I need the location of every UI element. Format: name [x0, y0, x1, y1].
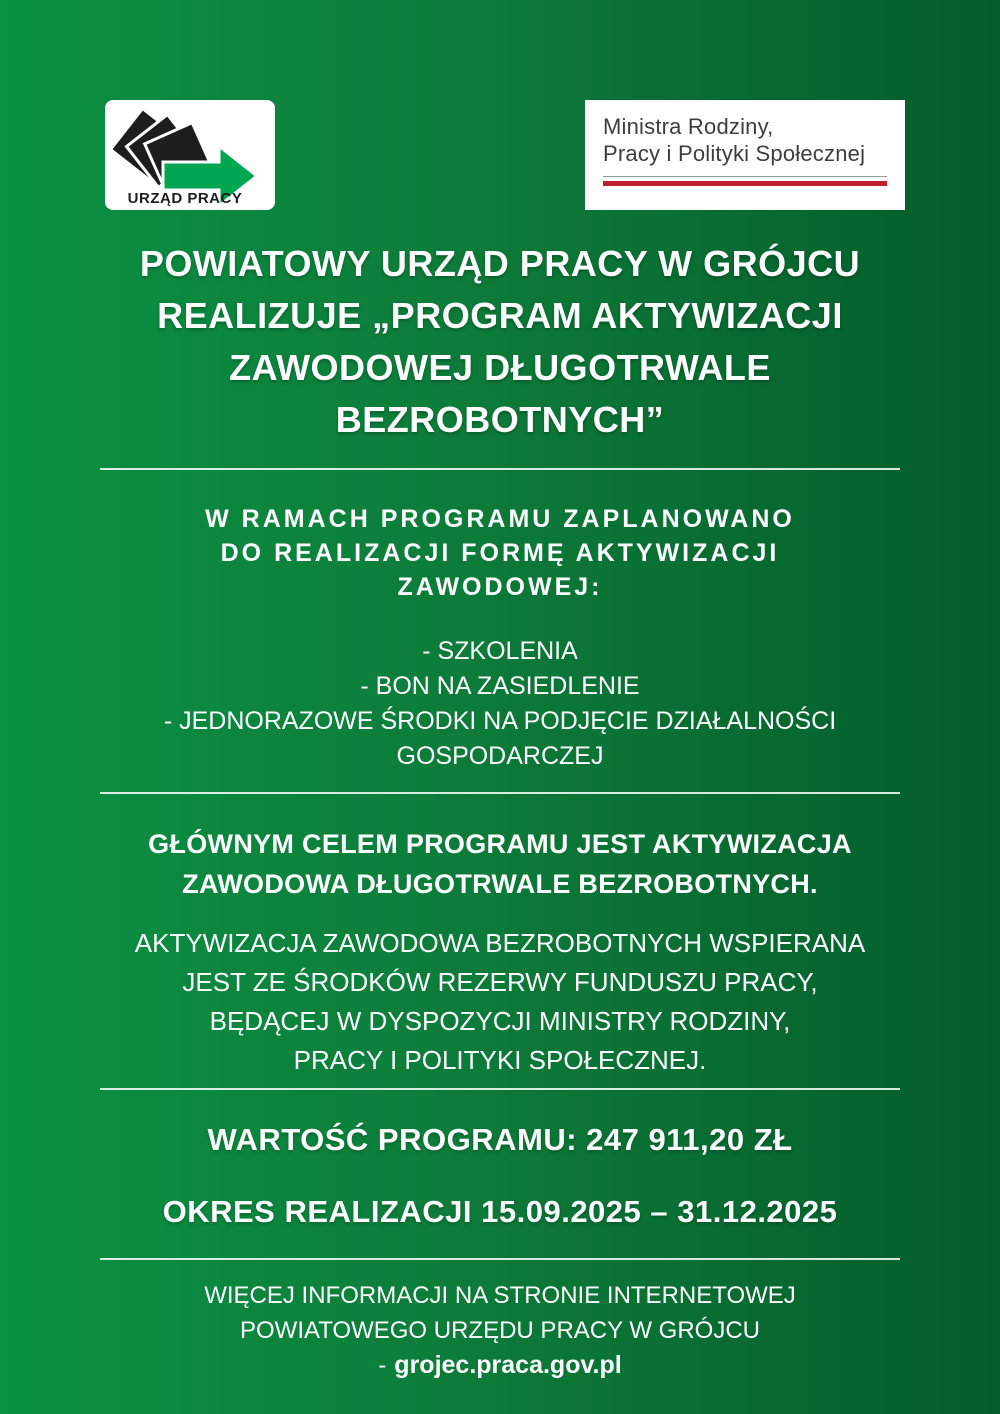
list-item-bon: - BON NA ZASIEDLENIE: [360, 672, 640, 700]
list-item-srodki: - JEDNORAZOWE ŚRODKI NA PODJĘCIE DZIAŁALNOŚCI GOSPODARCZEJ: [163, 707, 837, 770]
funding-paragraph: [0, 924, 1000, 1080]
activation-forms-list: [90, 634, 910, 774]
funding-line-1: AKTYWIZACJA ZAWODOWA BEZROBOTNYCH WSPIERANA: [134, 928, 866, 958]
section-divider-1: [100, 468, 900, 470]
title-line-2: REALIZUJE „PROGRAM AKTYWIZACJI: [157, 295, 843, 336]
urzad-pracy-logo-graphic: [105, 100, 275, 210]
program-heading-line-1: W RAMACH PROGRAMU ZAPLANOWANO: [205, 505, 795, 533]
urzad-pracy-logo: [105, 100, 275, 210]
title-line-3: ZAWODOWEJ DŁUGOTRWALE: [229, 347, 771, 388]
funding-line-2: JEST ZE ŚRODKÓW REZERWY FUNDUSZU PRACY,: [182, 967, 818, 997]
goal-heading: [0, 824, 1000, 904]
funding-line-4: PRACY I POLITYKI SPOŁECZNEJ.: [293, 1045, 707, 1075]
logo-row: [0, 0, 1000, 210]
poster-title: [0, 238, 1000, 446]
section-divider-3: [100, 1088, 900, 1090]
title-line-4: BEZROBOTNYCH”: [335, 399, 665, 440]
ministry-logo: [585, 100, 905, 210]
goal-heading-line-2: ZAWODOWA DŁUGOTRWALE BEZROBOTNYCH.: [182, 869, 818, 899]
website-dash: -: [378, 1352, 387, 1379]
polish-flag-bar: [603, 176, 887, 186]
title-line-1: POWIATOWY URZĄD PRACY W GRÓJCU: [139, 243, 861, 284]
program-value-line: WARTOŚĆ PROGRAMU: 247 911,20 ZŁ: [207, 1122, 793, 1157]
section-divider-4: [100, 1258, 900, 1260]
footer: [0, 1278, 1000, 1383]
section-divider-2: [100, 792, 900, 794]
urzad-pracy-label: URZĄD PRACY: [127, 190, 243, 207]
list-item-szkolenia: - SZKOLENIA: [422, 637, 578, 665]
footer-info-line-1: WIĘCEJ INFORMACJI NA STRONIE INTERNETOWEJ: [204, 1282, 796, 1309]
ministry-name-line1: Ministra Rodziny,: [603, 114, 774, 139]
flag-white-stripe-line: [603, 176, 887, 177]
program-heading-line-2: DO REALIZACJI FORMĘ AKTYWIZACJI: [220, 539, 780, 567]
funding-line-3: BĘDĄCEJ W DYSPOZYCJI MINISTRY RODZINY,: [209, 1006, 791, 1036]
flag-red-stripe: [603, 181, 887, 186]
realization-period-line: OKRES REALIZACJI 15.09.2025 – 31.12.2025: [162, 1194, 838, 1229]
website-line: [0, 1348, 1000, 1383]
program-heading-line-3: ZAWODOWEJ:: [397, 573, 603, 601]
program-heading: [0, 502, 1000, 604]
goal-heading-line-1: GŁÓWNYM CELEM PROGRAMU JEST AKTYWIZACJA: [148, 829, 852, 859]
ministry-name-line2: Pracy i Polityki Społecznej: [603, 141, 866, 166]
footer-info-line-2: POWIATOWEGO URZĘDU PRACY W GRÓJCU: [239, 1317, 761, 1344]
website-url: grojec.praca.gov.pl: [394, 1351, 622, 1379]
